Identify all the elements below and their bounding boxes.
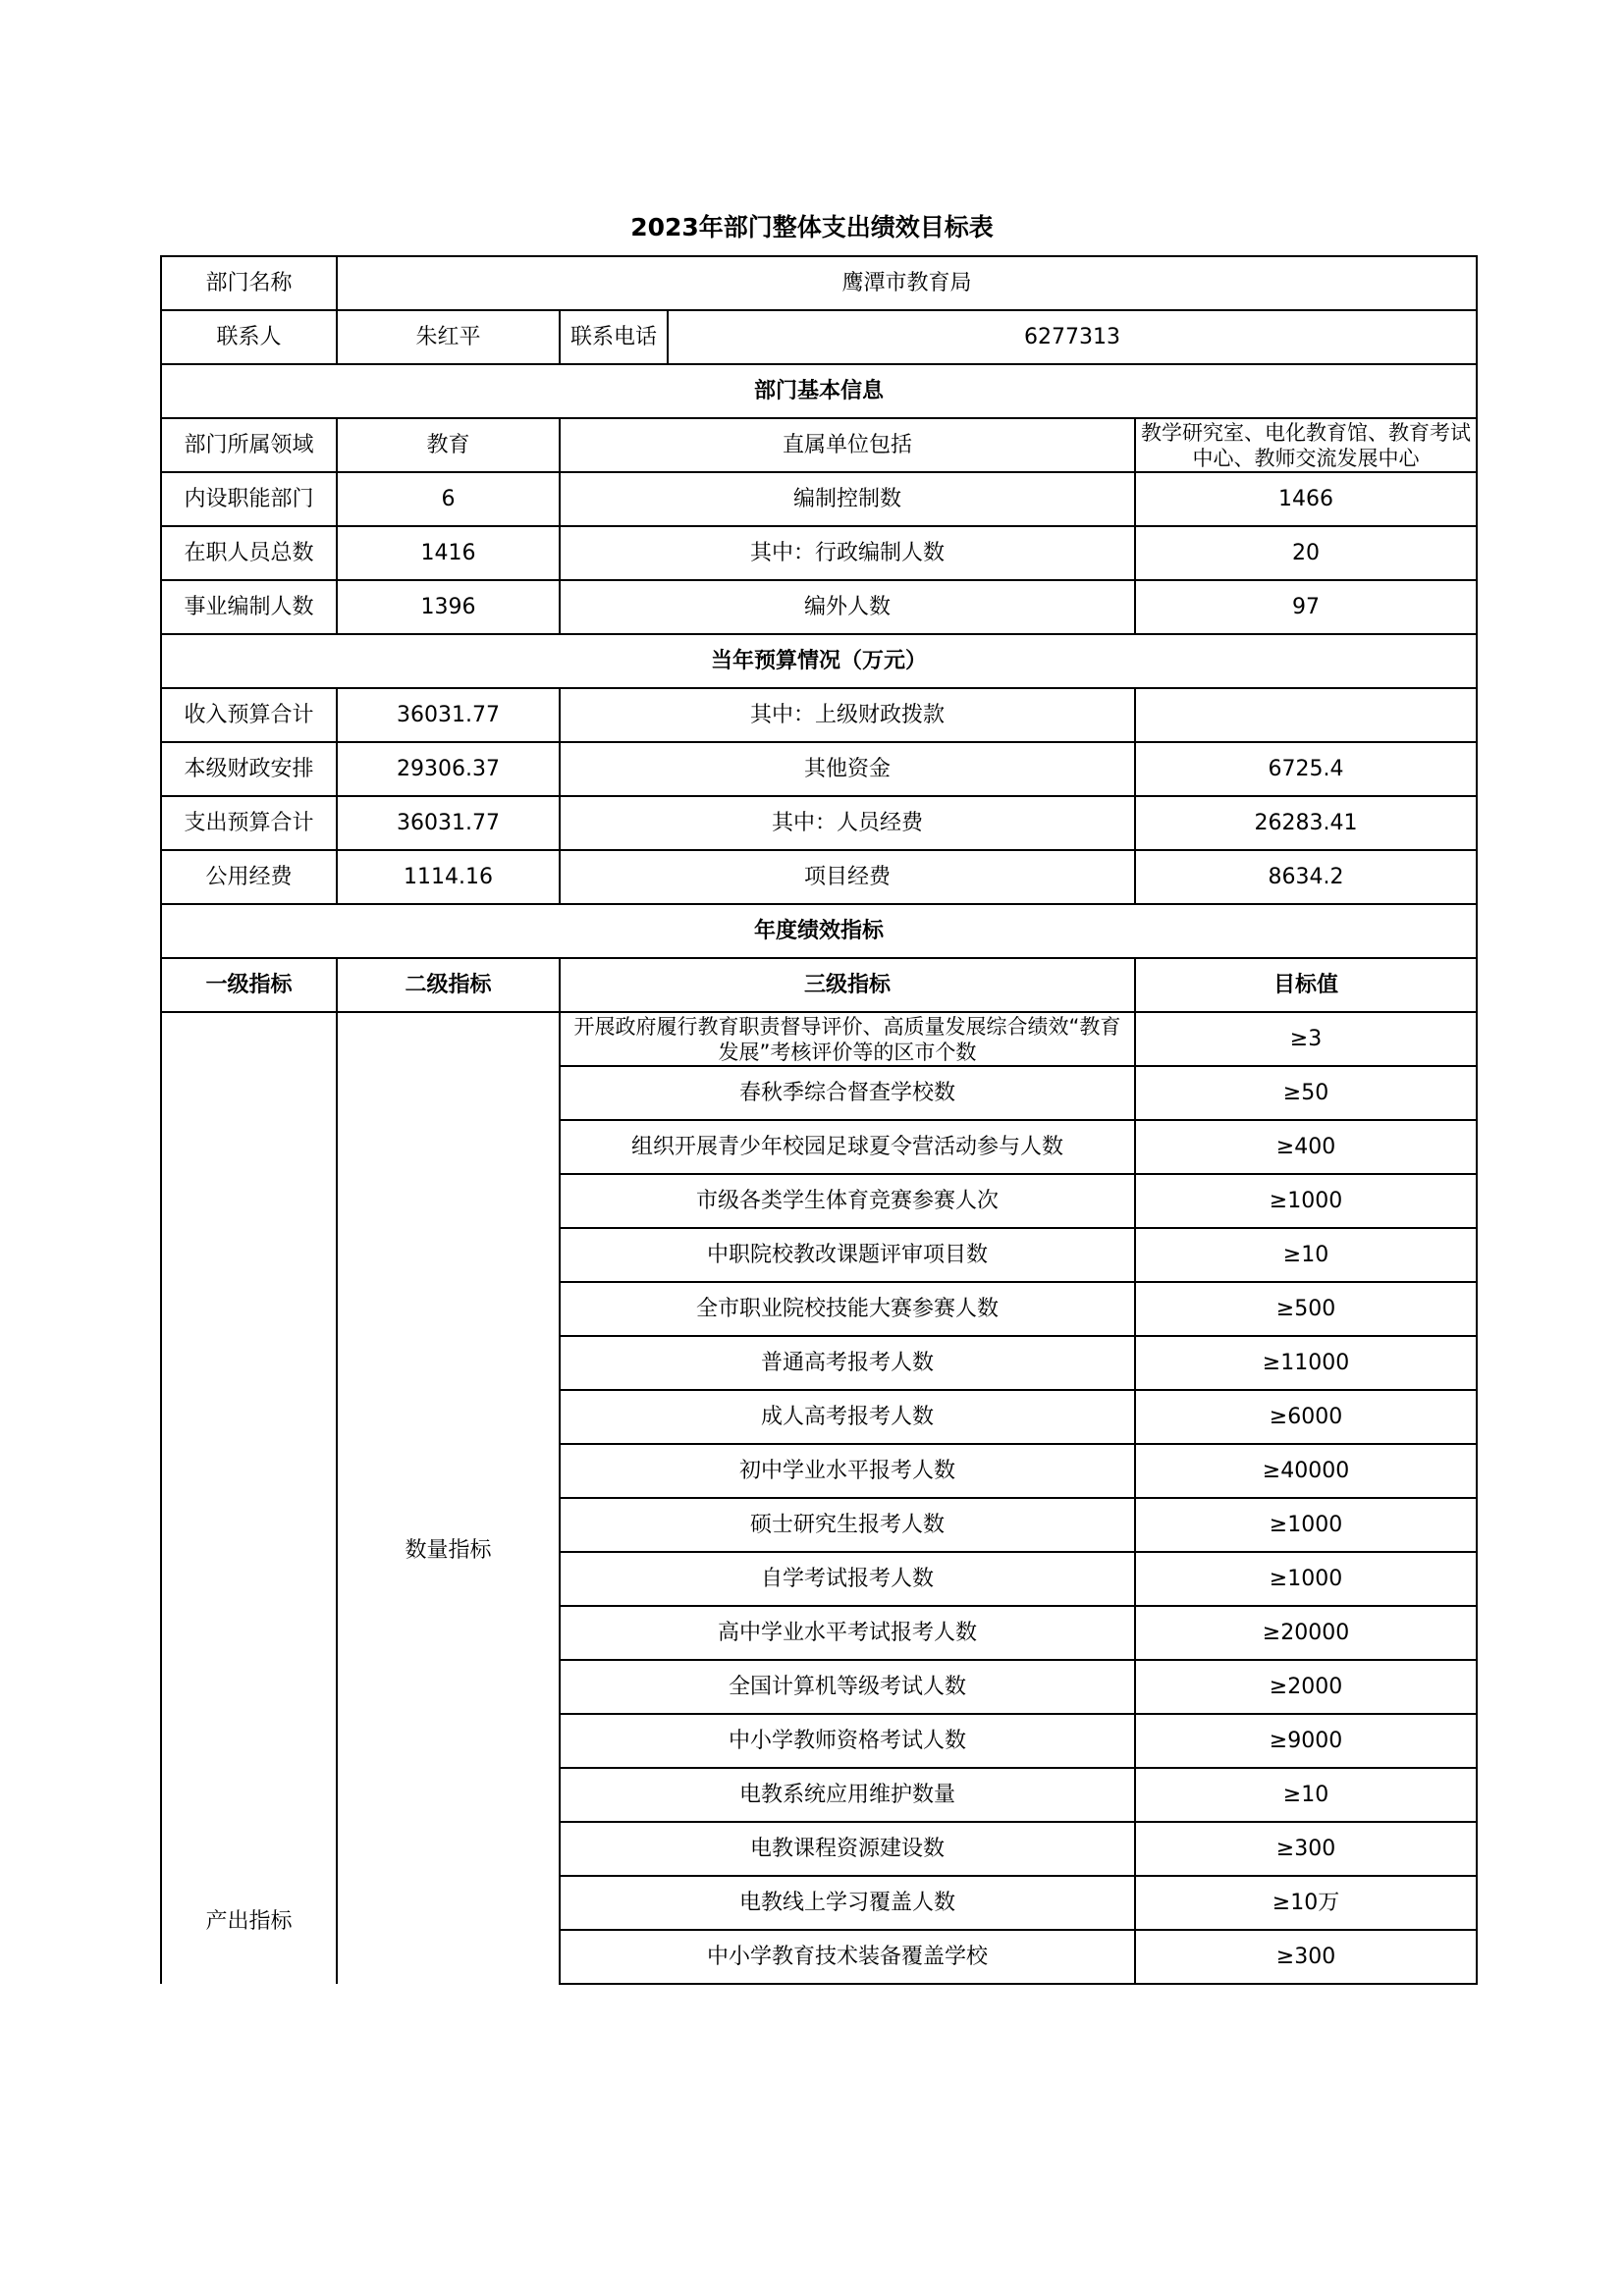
target-value: ≥10: [1135, 1768, 1477, 1822]
level3-indicator: 电教系统应用维护数量: [560, 1768, 1135, 1822]
project-value: 8634.2: [1135, 850, 1477, 904]
page-title: 2023年部门整体支出绩效目标表: [630, 213, 994, 241]
income-row: [161, 688, 1477, 742]
internal-row: [161, 472, 1477, 526]
career-label: 事业编制人数: [161, 580, 337, 634]
level3-indicator: 春秋季综合督查学校数: [560, 1066, 1135, 1120]
level3-indicator: 普通高考报考人数: [560, 1336, 1135, 1390]
col-header-level2: 二级指标: [337, 958, 560, 1012]
basic-info-section-title: 部门基本信息: [161, 364, 1477, 418]
target-value: ≥1000: [1135, 1174, 1477, 1228]
indicators-header-row: [161, 904, 1477, 958]
internal-label: 内设职能部门: [161, 472, 337, 526]
target-value: ≥6000: [1135, 1390, 1477, 1444]
col-header-level3: 三级指标: [560, 958, 1135, 1012]
basic-info-header-row: [161, 364, 1477, 418]
project-label: 项目经费: [560, 850, 1135, 904]
career-row: [161, 580, 1477, 634]
level3-indicator: 初中学业水平报考人数: [560, 1444, 1135, 1498]
career-value: 1396: [337, 580, 560, 634]
internal-value: 6: [337, 472, 560, 526]
level3-indicator: 硕士研究生报考人数: [560, 1498, 1135, 1552]
staff-value: 1416: [337, 526, 560, 580]
units-label: 直属单位包括: [560, 418, 1135, 472]
level3-indicator: 全国计算机等级考试人数: [560, 1660, 1135, 1714]
phone-label: 联系电话: [560, 310, 668, 364]
expense-label: 支出预算合计: [161, 796, 337, 850]
budget-header-row: [161, 634, 1477, 688]
income-label: 收入预算合计: [161, 688, 337, 742]
staff-label: 在职人员总数: [161, 526, 337, 580]
level3-indicator: 电教课程资源建设数: [560, 1822, 1135, 1876]
local-label: 本级财政安排: [161, 742, 337, 796]
income-value: 36031.77: [337, 688, 560, 742]
budget-section-title: 当年预算情况（万元）: [161, 634, 1477, 688]
col-header-level1: 一级指标: [161, 958, 337, 1012]
staff-row: [161, 526, 1477, 580]
table-row: [161, 1012, 1477, 1066]
level3-indicator: 高中学业水平考试报考人数: [560, 1606, 1135, 1660]
col-header-target: 目标值: [1135, 958, 1477, 1012]
domain-value: 教育: [337, 418, 560, 472]
public-label: 公用经费: [161, 850, 337, 904]
dept-name-value: 鹰潭市教育局: [337, 256, 1477, 310]
public-row: [161, 850, 1477, 904]
upper-label: 其中：上级财政拨款: [560, 688, 1135, 742]
expense-row: [161, 796, 1477, 850]
contact-row: [161, 310, 1477, 364]
level3-indicator: 成人高考报考人数: [560, 1390, 1135, 1444]
contact-value: 朱红平: [337, 310, 560, 364]
other-value: 6725.4: [1135, 742, 1477, 796]
target-value: ≥10: [1135, 1228, 1477, 1282]
target-value: ≥2000: [1135, 1660, 1477, 1714]
target-value: ≥3: [1135, 1012, 1477, 1066]
level3-indicator: 中职院校教改课题评审项目数: [560, 1228, 1135, 1282]
quota-label: 编制控制数: [560, 472, 1135, 526]
domain-row: [161, 418, 1477, 472]
domain-label: 部门所属领域: [161, 418, 337, 472]
public-value: 1114.16: [337, 850, 560, 904]
level3-indicator: 自学考试报考人数: [560, 1552, 1135, 1606]
extra-label: 编外人数: [560, 580, 1135, 634]
personnel-value: 26283.41: [1135, 796, 1477, 850]
level3-indicator: 市级各类学生体育竞赛参赛人次: [560, 1174, 1135, 1228]
level3-indicator: 中小学教师资格考试人数: [560, 1714, 1135, 1768]
upper-value: [1135, 688, 1477, 742]
target-value: ≥9000: [1135, 1714, 1477, 1768]
target-value: ≥1000: [1135, 1552, 1477, 1606]
target-value: ≥40000: [1135, 1444, 1477, 1498]
admin-value: 20: [1135, 526, 1477, 580]
target-value: ≥1000: [1135, 1498, 1477, 1552]
other-label: 其他资金: [560, 742, 1135, 796]
performance-table: [160, 255, 1478, 1985]
target-value: ≥400: [1135, 1120, 1477, 1174]
level3-indicator: 电教线上学习覆盖人数: [560, 1876, 1135, 1930]
target-value: ≥300: [1135, 1822, 1477, 1876]
units-value: 教学研究室、电化教育馆、教育考试中心、教师交流发展中心: [1135, 418, 1477, 472]
dept-name-label: 部门名称: [161, 256, 337, 310]
target-value: ≥500: [1135, 1282, 1477, 1336]
level3-indicator: 中小学教育技术装备覆盖学校: [560, 1930, 1135, 1984]
quota-value: 1466: [1135, 472, 1477, 526]
level3-indicator: 全市职业院校技能大赛参赛人数: [560, 1282, 1135, 1336]
indicators-section-title: 年度绩效指标: [161, 904, 1477, 958]
target-value: ≥300: [1135, 1930, 1477, 1984]
target-value: ≥10万: [1135, 1876, 1477, 1930]
extra-value: 97: [1135, 580, 1477, 634]
level3-indicator: 组织开展青少年校园足球夏令营活动参与人数: [560, 1120, 1135, 1174]
contact-label: 联系人: [161, 310, 337, 364]
indicators-column-headers: [161, 958, 1477, 1012]
level1-indicator: 产出指标: [161, 1012, 337, 1984]
level3-indicator: 开展政府履行教育职责督导评价、高质量发展综合绩效“教育发展”考核评价等的区市个数: [560, 1012, 1135, 1066]
local-row: [161, 742, 1477, 796]
admin-label: 其中：行政编制人数: [560, 526, 1135, 580]
target-value: ≥50: [1135, 1066, 1477, 1120]
target-value: ≥11000: [1135, 1336, 1477, 1390]
personnel-label: 其中：人员经费: [560, 796, 1135, 850]
target-value: ≥20000: [1135, 1606, 1477, 1660]
phone-value: 6277313: [668, 310, 1477, 364]
level2-indicator: 数量指标: [337, 1012, 560, 1984]
expense-value: 36031.77: [337, 796, 560, 850]
local-value: 29306.37: [337, 742, 560, 796]
dept-name-row: [161, 256, 1477, 310]
